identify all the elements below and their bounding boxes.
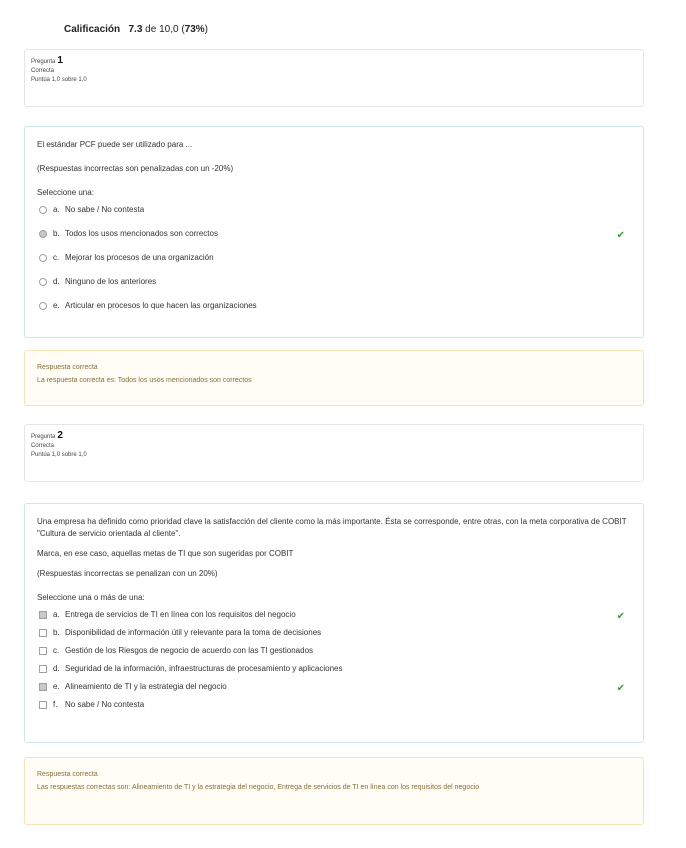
option-f[interactable]: f. No sabe / No contesta [37, 696, 631, 714]
feedback-title: Respuesta correcta [37, 771, 98, 778]
option-a[interactable]: a. Entrega de servicios de TI en línea con los requisitos del negocio ✔ [37, 606, 631, 624]
question-label: Pregunta [31, 434, 56, 440]
checkbox-checked[interactable] [39, 683, 47, 691]
checkbox[interactable] [39, 665, 47, 673]
grade-summary: Calificación 7.3 de 10,0 (73%) [64, 24, 209, 35]
option-c[interactable]: c. Mejorar los procesos de una organización [37, 249, 631, 273]
grade-value: 7.3 [128, 24, 143, 35]
radio-button[interactable] [39, 206, 47, 214]
option-a[interactable]: a. No sabe / No contesta [37, 201, 631, 225]
feedback-title: Respuesta correcta [37, 364, 98, 371]
question-text: Una empresa ha definido como prioridad clave la satisfacción del cliente como la más importante. Ésta se corresponde, entre otras, con la meta corporativa de COBIT "Cultura de servicio orientada al cliente". [37, 517, 627, 538]
question-2-feedback [24, 757, 644, 825]
question-text-2: Marca, en ese caso, aquellas metas de TI que son sugeridas por COBIT [37, 549, 294, 558]
option-e[interactable]: e. Articular en procesos lo que hacen las organizaciones [37, 297, 631, 321]
radio-button[interactable] [39, 278, 47, 286]
grade-label: Calificación [64, 24, 121, 35]
radio-button[interactable] [39, 254, 47, 262]
option-b[interactable]: b. Todos los usos mencionados son correctos ✔ [37, 225, 631, 249]
check-icon: ✔ [616, 611, 625, 622]
question-score: Puntúa 1,0 sobre 1,0 [31, 452, 87, 458]
feedback-text: Las respuestas correctas son: Alineamiento de TI y la estrategia del negocio, Entrega de servicios de TI en línea con los requisitos del negocio [37, 784, 480, 791]
feedback-text: La respuesta correcta es: Todos los usos mencionados son correctos [37, 377, 252, 384]
question-score: Puntúa 1,0 sobre 1,0 [31, 77, 87, 83]
question-1-info [24, 49, 644, 107]
question-status: Correcta [31, 443, 55, 449]
option-c[interactable]: c. Gestión de los Riesgos de negocio de acuerdo con las TI gestionados [37, 642, 631, 660]
option-e[interactable]: e. Alineamiento de TI y la estrategia del negocio ✔ [37, 678, 631, 696]
checkbox-checked[interactable] [39, 611, 47, 619]
grade-suffix: de 10,0 [145, 24, 179, 35]
radio-button-selected[interactable] [39, 230, 47, 238]
check-icon: ✔ [616, 230, 625, 241]
checkbox[interactable] [39, 629, 47, 637]
grade-percent: 73% [184, 24, 205, 35]
answer-prompt: Seleccione una: [37, 188, 94, 197]
question-2-info [24, 424, 644, 482]
question-number: 1 [57, 55, 63, 66]
question-label: Pregunta [31, 59, 56, 65]
radio-button[interactable] [39, 302, 47, 310]
check-icon: ✔ [616, 683, 625, 694]
question-2-formulation [24, 503, 644, 743]
checkbox[interactable] [39, 701, 47, 709]
option-d[interactable]: d. Ninguno de los anteriores [37, 273, 631, 297]
question-1-feedback [24, 350, 644, 406]
option-d[interactable]: d. Seguridad de la información, infraestructuras de procesamiento y aplicaciones [37, 660, 631, 678]
question-status: Correcta [31, 68, 55, 74]
question-number: 2 [57, 430, 63, 441]
checkbox[interactable] [39, 647, 47, 655]
answer-prompt: Seleccione una o más de una: [37, 593, 145, 602]
option-b[interactable]: b. Disponibilidad de información útil y relevante para la toma de decisiones [37, 624, 631, 642]
question-penalty: (Respuestas incorrectas son penalizadas con un -20%) [37, 164, 234, 173]
question-penalty: (Respuestas incorrectas se penalizan con un 20%) [37, 569, 218, 578]
question-text: El estándar PCF puede ser utilizado para ... [37, 140, 193, 149]
question-1-formulation [24, 126, 644, 338]
